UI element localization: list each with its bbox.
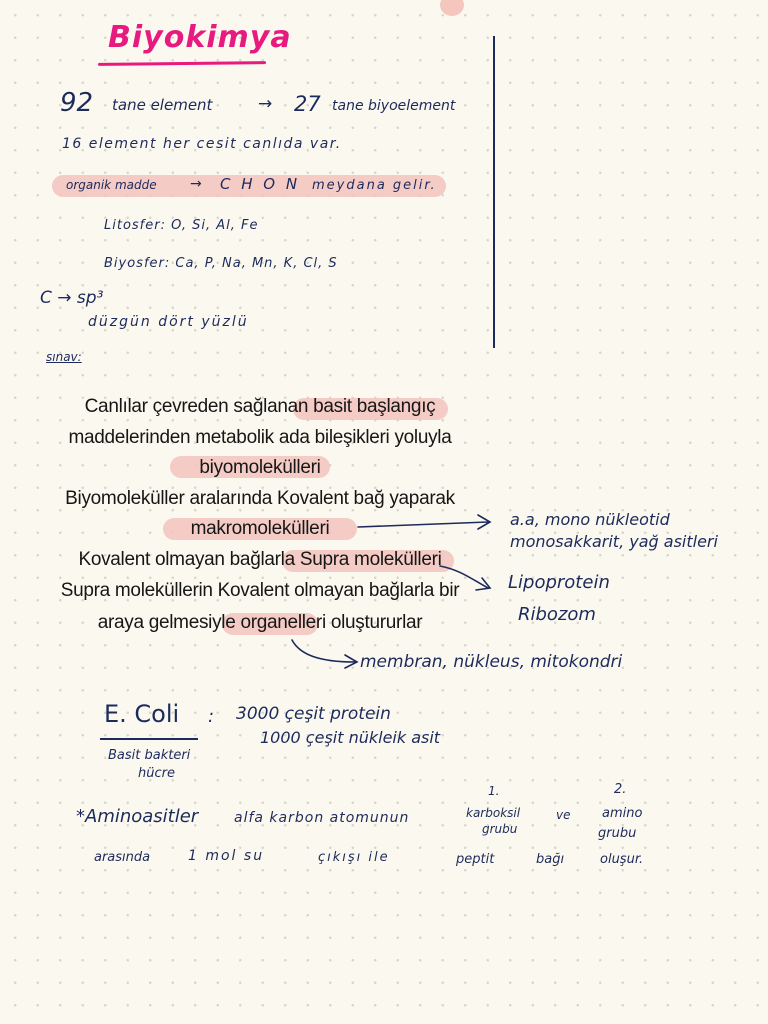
arrow-supra: [440, 566, 490, 590]
amino-amino-2: grubu: [598, 826, 637, 841]
note-carbon-sp3: C → sp³: [40, 288, 104, 308]
ecoli-sub-2: hücre: [138, 766, 175, 781]
amino-olusur: oluşur.: [600, 852, 644, 867]
printed-highlight-text: organelleri: [240, 612, 326, 633]
printed-line-3: biyomolekülleri: [199, 457, 321, 478]
side-note-makro-2: monosakkarit, yağ asitleri: [510, 532, 718, 551]
printed-line-2: maddelerinden metabolik ada bileşikleri yoluyla: [68, 427, 452, 448]
ecoli-name: E. Coli: [104, 700, 180, 728]
note-chon: C H O N: [220, 175, 301, 193]
printed-highlight-text: Supra molekülleri: [299, 549, 442, 570]
side-note-ribozom: Ribozom: [518, 604, 596, 625]
amino-karboksil-1: karboksil: [466, 806, 521, 820]
ecoli-nukleik: 1000 çeşit nükleik asit: [260, 728, 441, 747]
amino-ve: ve: [556, 808, 571, 822]
side-note-lipoprotein: Lipoprotein: [508, 572, 610, 593]
note-16-element: 16 element her cesit canlıda var.: [62, 136, 342, 152]
note-arrow-1: →: [258, 94, 273, 114]
note-tane-element: tane element: [112, 96, 213, 114]
amino-alfa: alfa karbon atomunun: [234, 810, 410, 826]
note-organik-madde: organik madde: [66, 178, 157, 192]
printed-text: Canlılar çevreden sağlanan: [84, 396, 314, 417]
note-92: 92: [60, 88, 94, 118]
arrow-organel: [292, 640, 357, 668]
printed-highlight-text: basit başlangıç: [313, 396, 436, 417]
note-biyoelement: tane biyoelement: [332, 98, 456, 114]
amino-karboksil-2: grubu: [482, 822, 518, 836]
note-sinav: sınav:: [46, 350, 82, 364]
amino-num-2: 2.: [614, 782, 627, 797]
ecoli-sub-1: Basit bakteri: [108, 748, 191, 763]
note-litosfer: Litosfer: O, Si, Al, Fe: [104, 218, 259, 233]
amino-bagi: bağı: [536, 852, 565, 867]
amino-amino-1: amino: [602, 806, 643, 821]
printed-line-4: Biyomoleküller aralarında Kovalent bağ yaparak: [65, 488, 455, 509]
note-meydana-gelir: meydana gelir.: [312, 178, 437, 193]
note-arrow-2: →: [190, 176, 202, 192]
printed-text: oluştururlar: [325, 612, 423, 633]
ecoli-underline: [100, 738, 198, 740]
amino-peptit: peptit: [456, 852, 495, 867]
printed-text: araya gelmesiyle: [97, 612, 241, 633]
printed-line-5: makromolekülleri: [190, 518, 330, 539]
arrow-makro: [358, 515, 490, 529]
page-title: Biyokimya: [108, 20, 292, 55]
amino-mol-su: 1 mol su: [188, 848, 265, 864]
ecoli-colon: :: [208, 706, 215, 727]
amino-cikisi: çıkışı ile: [318, 850, 390, 865]
note-27: 27: [294, 92, 321, 116]
amino-star: *Aminoasitler: [76, 806, 199, 827]
printed-line-7: Supra moleküllerin Kovalent olmayan bağlarla bir: [60, 580, 460, 601]
ecoli-protein: 3000 çeşit protein: [236, 704, 391, 724]
side-note-makro-1: a.a, mono nükleotid: [510, 510, 670, 529]
note-biyosfer: Biyosfer: Ca, P, Na, Mn, K, Cl, S: [104, 256, 338, 271]
side-note-organel: membran, nükleus, mitokondri: [360, 652, 623, 672]
printed-text: Kovalent olmayan bağlarla: [78, 549, 300, 570]
amino-num-1: 1.: [488, 784, 500, 798]
amino-arasinda: arasında: [94, 850, 151, 865]
note-tetrahedral: düzgün dört yüzlü: [88, 314, 249, 330]
